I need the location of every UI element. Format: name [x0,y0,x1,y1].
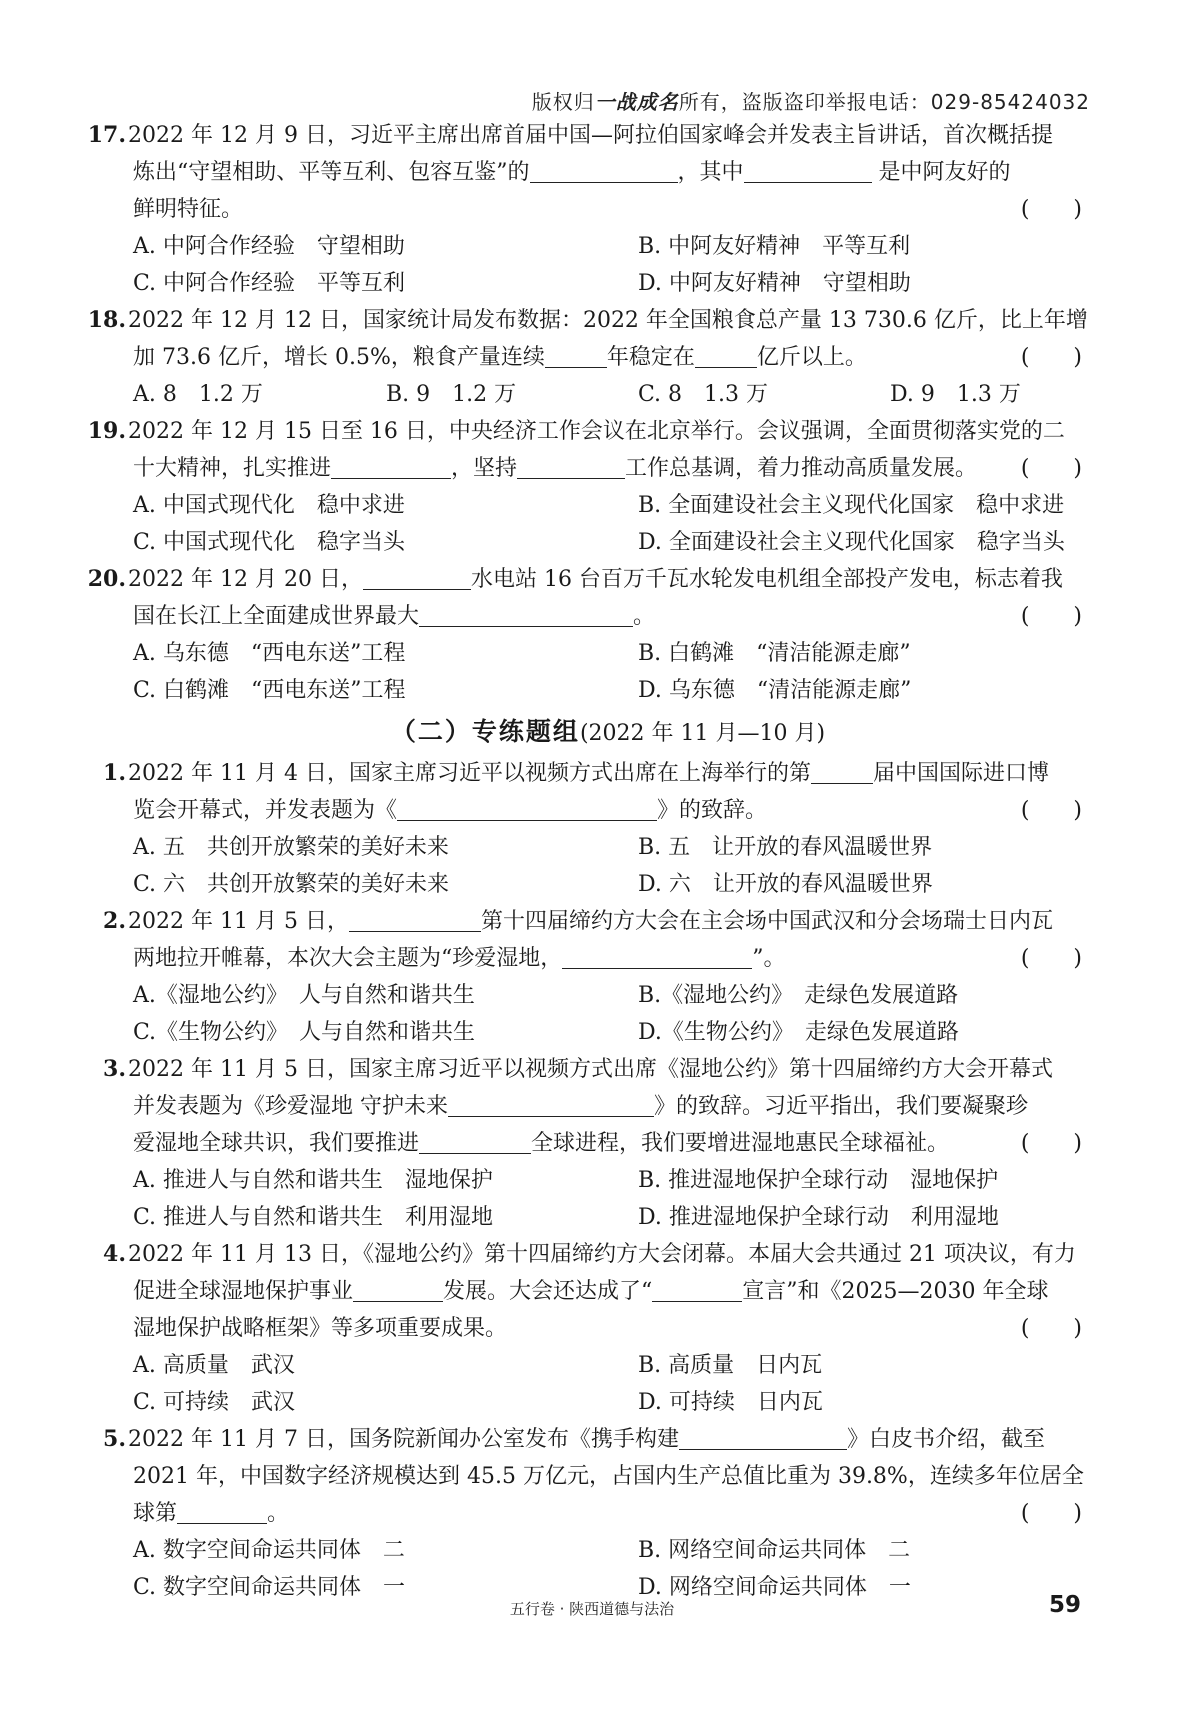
question-text: ，坚持 [451,456,518,481]
answer-paren: ( ) [1020,456,1082,481]
answer-paren: ( ) [1020,1316,1082,1341]
option-c: C. 中国式现代化 稳字当头 [133,530,406,555]
option-d: D. 六 让开放的春风温暖世界 [638,872,933,897]
header-post: 所有，盗版盗印举报电话：029-85424032 [678,90,1090,114]
header-pre: 版权归 [531,90,595,114]
footer-title: 五行卷 · 陕西道德与法治 [509,1600,675,1618]
question-text: 2022 年 11 月 13 日，《湿地公约》第十四届缔约方大会闭幕。本届大会共通过 21 项决议，有力 [128,1242,1076,1267]
question-text: 2022 年 12 月 9 日，习近平主席出席首届中国—阿拉伯国家峰会并发表主旨讲话，首次概括提 [128,123,1053,148]
question-number: 1. [103,760,126,786]
section-heading: （二）专练题组 [390,717,580,746]
option-b: B. 网络空间命运共同体 二 [638,1538,911,1563]
question-text: 2022 年 12 月 20 日， [128,567,363,592]
option-d: D. 乌东德 “清洁能源走廊” [638,678,912,703]
question-text: 2022 年 11 月 5 日， [128,909,349,934]
answer-blank [679,1423,847,1450]
question-text: 炼出“守望相助、平等互利、包容互鉴”的 [133,160,530,185]
option-a: A. 数字空间命运共同体 二 [133,1538,405,1563]
option-c: C. 数字空间命运共同体 一 [133,1575,406,1600]
answer-paren: ( ) [1020,798,1082,823]
option-a: A. 推进人与自然和谐共生 湿地保护 [133,1168,493,1193]
option-d: D. 全面建设社会主义现代化国家 稳字当头 [638,530,1065,555]
question-text: 工作总基调，着力推动高质量发展。 [625,456,978,481]
brand-logo-text: 一战成名 [594,90,679,114]
question-text: 2022 年 12 月 15 日至 16 日，中央经济工作会议在北京举行。会议强调，全面贯彻落实党的二 [128,419,1065,444]
question-text: 湿地保护战略框架》等多项重要成果。 [133,1316,508,1341]
page-number: 59 [1049,1592,1082,1618]
answer-blank [695,341,757,368]
option-b: B. 白鹤滩 “清洁能源走廊” [638,641,911,666]
answer-blank [363,563,471,590]
option-b: B. 高质量 日内瓦 [638,1353,823,1378]
question-text: 国在长江上全面建成世界最大 [133,604,420,629]
question-text: 。 [633,604,656,629]
question-text: 是中阿友好的 [871,160,1011,185]
question-number: 5. [103,1426,126,1452]
question-text: 》的致辞。 [657,798,768,823]
option-a: A.《湿地公约》 人与自然和谐共生 [133,983,475,1008]
option-c: C. 白鹤滩 “西电东送”工程 [133,678,406,703]
answer-blank [419,1127,531,1154]
option-d: D. 9 1.3 万 [890,382,1021,407]
practice-question-3 [103,1051,1088,1236]
answer-paren: ( ) [1020,604,1082,629]
answer-blank [349,905,481,932]
question-text: 第十四届缔约方大会在主会场中国武汉和分会场瑞士日内瓦 [480,909,1053,934]
question-number: 3. [103,1056,126,1082]
option-a: A. 五 共创开放繁荣的美好未来 [133,835,449,860]
copyright-header [532,86,1090,115]
question-17 [87,117,1088,302]
option-a: A. 8 1.2 万 [133,382,263,407]
question-number: 2. [103,908,126,934]
answer-paren: ( ) [1020,197,1082,222]
answer-paren: ( ) [1020,345,1082,370]
question-number: 19. [87,418,126,444]
option-c: C. 六 共创开放繁荣的美好未来 [133,872,450,897]
section-title [128,709,1088,755]
answer-paren: ( ) [1020,1131,1082,1156]
question-19 [87,413,1088,561]
question-text: 览会开幕式，并发表题为《 [133,798,398,823]
answer-blank [744,156,872,183]
question-text: 加 73.6 亿斤，增长 0.5%，粮食产量连续 [133,345,545,370]
question-text: 全球进程，我们要增进湿地惠民全球福祉。 [531,1131,950,1156]
option-c: C.《生物公约》 人与自然和谐共生 [133,1020,476,1045]
question-20 [87,561,1088,709]
question-text: 亿斤以上。 [756,345,867,370]
question-text: 促进全球湿地保护事业 [133,1279,354,1304]
question-text: 。 [267,1501,290,1526]
answer-paren: ( ) [1020,1501,1082,1526]
question-text: 十大精神，扎实推进 [133,456,332,481]
option-a: A. 乌东德 “西电东送”工程 [133,641,406,666]
practice-question-1 [103,755,1088,903]
question-text: 》的致辞。习近平指出，我们要凝聚珍 [654,1094,1029,1119]
question-text: 2021 年，中国数字经济规模达到 45.5 万亿元，占国内生产总值比重为 39.8%，连续多年位居全 [133,1464,1084,1489]
question-text: 》白皮书介绍，截至 [846,1427,1045,1452]
question-number: 20. [87,566,126,592]
answer-blank [353,1275,443,1302]
option-b: B.《湿地公约》 走绿色发展道路 [638,983,959,1008]
option-d: D. 可持续 日内瓦 [638,1390,823,1415]
option-b: B. 推进湿地保护全球行动 湿地保护 [638,1168,999,1193]
answer-paren: ( ) [1020,946,1082,971]
question-number: 18. [87,307,126,333]
question-text: 2022 年 11 月 7 日，国务院新闻办公室发布《携手构建 [128,1427,679,1452]
option-d: D.《生物公约》 走绿色发展道路 [638,1020,959,1045]
question-content [87,117,1088,1606]
section-date-range: (2022 年 11 月—10 月) [579,721,826,746]
option-c: C. 可持续 武汉 [133,1390,296,1415]
question-text: 宣言”和《2025—2030 年全球 [742,1279,1049,1304]
question-text: 2022 年 11 月 5 日，国家主席习近平以视频方式出席《湿地公约》第十四届缔约方大会开幕式 [128,1057,1053,1082]
question-text: 2022 年 12 月 12 日，国家统计局发布数据：2022 年全国粮食总产量 13 730.6 亿斤，比上年增 [128,308,1088,333]
option-a: A. 高质量 武汉 [133,1353,295,1378]
question-number: 17. [87,122,126,148]
question-text: ”。 [752,946,786,971]
option-b: B. 全面建设社会主义现代化国家 稳中求进 [638,493,1065,518]
question-text: 球第 [133,1501,178,1526]
answer-blank [562,942,752,969]
option-d: D. 网络空间命运共同体 一 [638,1575,911,1600]
answer-blank [419,600,633,627]
answer-blank [545,341,607,368]
practice-question-5 [103,1421,1088,1606]
option-d: D. 推进湿地保护全球行动 利用湿地 [638,1205,999,1230]
question-text: 鲜明特征。 [133,197,244,222]
question-text: 爱湿地全球共识，我们要推进 [133,1131,420,1156]
question-text: 年稳定在 [606,345,695,370]
question-text: 发展。大会还达成了“ [443,1279,653,1304]
question-text: 届中国国际进口博 [872,761,1049,786]
answer-blank [177,1497,267,1524]
question-number: 4. [103,1241,126,1267]
answer-blank [397,794,657,821]
option-a: A. 中阿合作经验 守望相助 [133,234,405,259]
option-c: C. 8 1.3 万 [638,382,769,407]
practice-question-2 [103,903,1088,1051]
answer-blank [517,452,625,479]
practice-question-4 [103,1236,1088,1421]
option-c: C. 中阿合作经验 平等互利 [133,271,406,296]
question-text: 2022 年 11 月 4 日，国家主席习近平以视频方式出席在上海举行的第 [128,761,811,786]
answer-blank [530,156,678,183]
option-b: B. 五 让开放的春风温暖世界 [638,835,933,860]
question-18 [87,302,1088,413]
option-b: B. 中阿友好精神 平等互利 [638,234,911,259]
answer-blank [652,1275,742,1302]
question-text: ，其中 [677,160,744,185]
answer-blank [448,1090,654,1117]
question-text: 水电站 16 台百万千瓦水轮发电机组全部投产发电，标志着我 [470,567,1063,592]
option-d: D. 中阿友好精神 守望相助 [638,271,911,296]
option-a: A. 中国式现代化 稳中求进 [133,493,405,518]
option-b: B. 9 1.2 万 [386,382,517,407]
option-c: C. 推进人与自然和谐共生 利用湿地 [133,1205,494,1230]
answer-blank [331,452,451,479]
answer-blank [811,757,873,784]
question-text: 并发表题为《珍爱湿地 守护未来 [133,1094,448,1119]
question-text: 两地拉开帷幕，本次大会主题为“珍爱湿地， [133,946,563,971]
